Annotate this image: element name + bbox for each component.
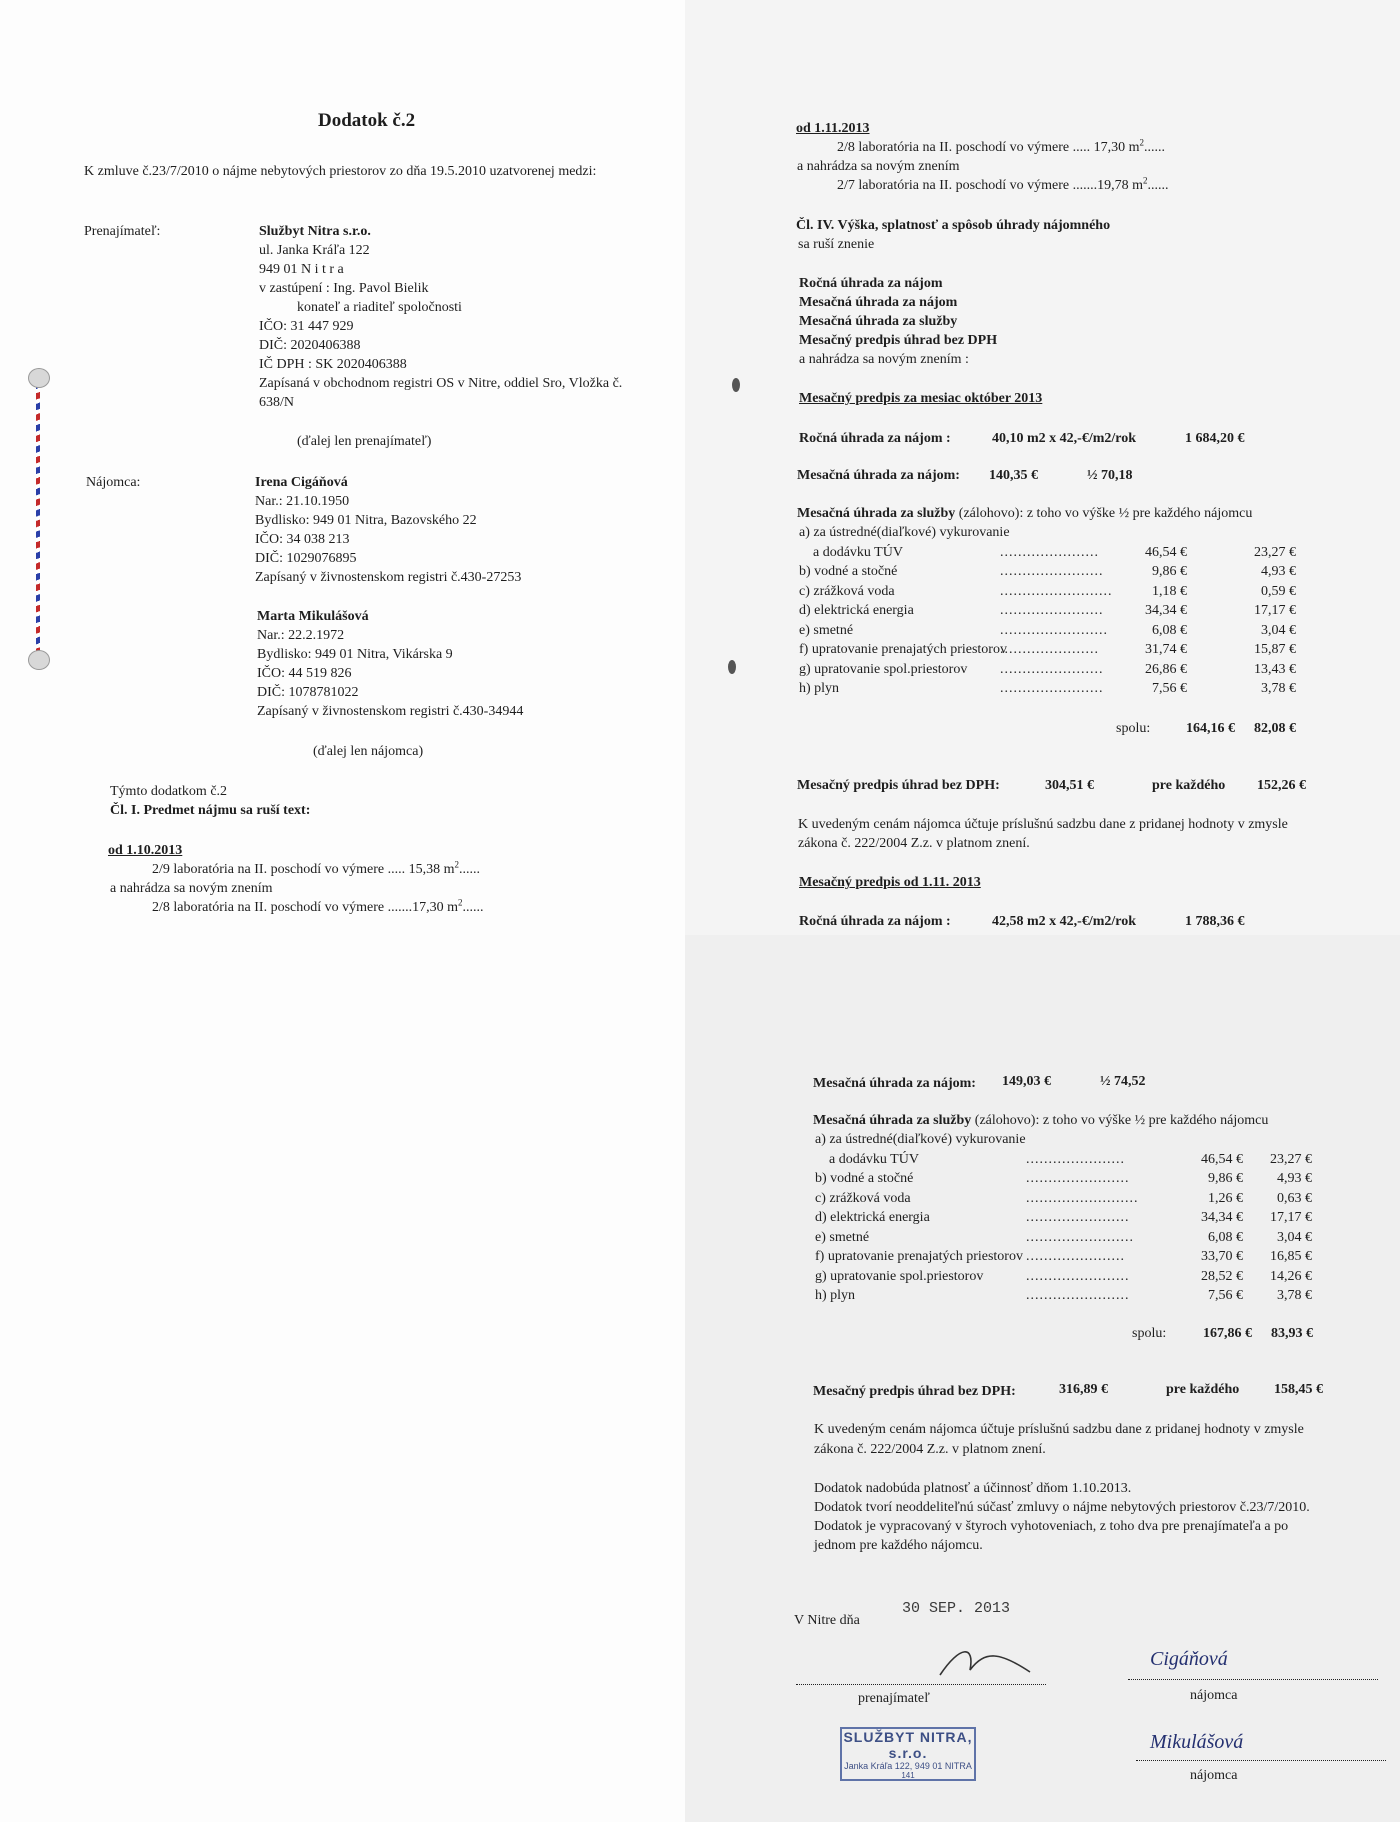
service-dots: .......................: [1026, 1268, 1130, 1284]
service-label: a dodávku TÚV: [829, 1151, 919, 1167]
service-label: c) zrážková voda: [799, 583, 895, 599]
service-half: 17,17 €: [1270, 1210, 1312, 1225]
validity-text: Dodatok je vypracovaný v štyroch vyhotoveniach, z toho dva pre prenajímateľa a po: [814, 1519, 1289, 1534]
tenant1-line: Zapísaný v živnostenskom registri č.430-27253: [255, 570, 522, 585]
landlord-signature-line: [796, 1684, 1046, 1685]
lab-new-text: 2/7 laboratória na II. poschodí vo výmere .......19,78 m: [837, 178, 1143, 193]
list-item: Mesačná úhrada za služby: [799, 314, 958, 329]
list-item: Mesačná úhrada za nájom: [799, 295, 958, 310]
landlord-line: ul. Janka Kráľa 122: [259, 243, 370, 258]
dots: ......: [458, 862, 480, 877]
punch-hole: [732, 378, 740, 392]
service-dots: .........................: [1026, 1190, 1139, 1206]
service-half: 14,26 €: [1270, 1268, 1312, 1284]
landlord-line: IČO: 31 447 929: [259, 319, 354, 334]
service-value: 46,54 €: [1201, 1151, 1243, 1167]
tenant1-line: Bydlisko: 949 01 Nitra, Bazovského 22: [255, 513, 477, 528]
monthly-label: Mesačná úhrada za nájom:: [813, 1076, 976, 1091]
service-value: 1,26 €: [1208, 1190, 1243, 1206]
tenant-signature-line: [1136, 1760, 1386, 1761]
service-value: 31,74 €: [1145, 642, 1187, 657]
list-item: Mesačný predpis úhrad bez DPH: [799, 333, 998, 348]
service-label: a) za ústredné(diaľkové) vykurovanie: [799, 525, 1010, 540]
october-heading: Mesačný predpis za mesiac október 2013: [799, 391, 1043, 406]
service-dots: .......................: [1000, 603, 1104, 618]
service-dots: ......................: [1000, 642, 1099, 657]
superscript: 2: [457, 897, 463, 908]
service-label: c) zrážková voda: [815, 1190, 911, 1206]
tenant1-line: IČO: 34 038 213: [255, 532, 350, 547]
sum-half: 82,08 €: [1254, 721, 1296, 736]
tenant-label: Nájomca:: [86, 475, 141, 490]
service-label: d) elektrická energia: [799, 603, 914, 618]
service-label: a) za ústredné(diaľkové) vykurovanie: [815, 1132, 1026, 1147]
service-dots: .......................: [1000, 661, 1104, 677]
landlord-signature: [930, 1640, 1040, 1685]
no-vat-label: Mesačný predpis úhrad bez DPH:: [813, 1384, 1016, 1399]
landlord-line: Službyt Nitra s.r.o.: [259, 224, 371, 239]
monthly-label: Mesačná úhrada za nájom:: [797, 468, 960, 483]
service-half: 17,17 €: [1254, 603, 1296, 618]
services-heading: [813, 1112, 1268, 1130]
service-label: f) upratovanie prenajatých priestorov: [815, 1249, 1023, 1264]
service-value: 6,08 €: [1208, 1229, 1243, 1245]
service-value: 9,86 €: [1152, 564, 1187, 579]
annual-total: 1 684,20 €: [1185, 431, 1245, 446]
service-dots: .........................: [1000, 583, 1113, 599]
tenant-signature: Mikulášová: [1150, 1731, 1244, 1753]
lab-new-text: 2/8 laboratória na II. poschodí vo výmere .......17,30 m: [152, 900, 458, 915]
service-label: h) plyn: [799, 681, 840, 696]
service-half: 3,04 €: [1277, 1229, 1312, 1245]
service-half: 3,78 €: [1261, 681, 1296, 696]
sum-value: 167,86 €: [1203, 1326, 1252, 1341]
sum-half: 83,93 €: [1271, 1326, 1313, 1341]
service-dots: ........................: [1026, 1229, 1134, 1245]
landlord-line: 949 01 N i t r a: [259, 262, 344, 277]
article-4-heading: Čl. IV. Výška, splatnosť a spôsob úhrady nájomného: [796, 218, 1111, 233]
service-label: e) smetné: [815, 1229, 870, 1245]
service-dots: ......................: [1026, 1249, 1125, 1264]
annual-calc: 40,10 m2 x 42,-€/m2/rok: [992, 431, 1137, 446]
tenant1-line: DIČ: 1029076895: [255, 551, 357, 566]
service-label: h) plyn: [815, 1288, 856, 1303]
landlord-alias: (ďalej len prenajímateľ): [297, 434, 432, 449]
service-label: b) vodné a stočné: [799, 564, 898, 579]
landlord-signature-label: prenajímateľ: [858, 1691, 930, 1706]
dots: ......: [462, 900, 484, 915]
monthly-half: ½ 70,18: [1087, 468, 1133, 483]
service-value: 26,86 €: [1145, 661, 1187, 677]
service-value: 34,34 €: [1201, 1210, 1243, 1225]
service-dots: .......................: [1000, 564, 1104, 579]
tenant1-line: Nar.: 21.10.1950: [255, 494, 350, 509]
service-dots: ......................: [1000, 544, 1099, 560]
lab-old-text: 2/8 laboratória na II. poschodí vo výmere ..... 17,30 m: [837, 140, 1140, 155]
service-value: 1,18 €: [1152, 583, 1187, 599]
company-stamp: [840, 1727, 976, 1781]
stamp-line: Janka Kráľa 122, 949 01 NITRA: [844, 1761, 972, 1771]
addendum-line: Týmto dodatkom č.2: [110, 784, 228, 799]
landlord-line: IČ DPH : SK 2020406388: [259, 357, 407, 372]
replace-line: a nahrádza sa novým znením: [110, 881, 273, 896]
service-half: 23,27 €: [1254, 544, 1296, 560]
right-bottom-page: [685, 935, 1400, 1822]
service-half: 3,04 €: [1261, 622, 1296, 638]
landlord-line: v zastúpení : Ing. Pavol Bielik: [259, 281, 429, 296]
service-value: 46,54 €: [1145, 544, 1187, 560]
service-dots: .......................: [1026, 1210, 1130, 1225]
service-label: b) vodné a stočné: [815, 1171, 914, 1186]
service-dots: .......................: [1026, 1288, 1130, 1303]
vat-note: K uvedeným cenám nájomca účtuje príslušnú sadzbu dane z pridanej hodnoty v zmysle: [798, 817, 1288, 832]
date-heading: od 1.11.2013: [796, 121, 870, 136]
landlord-line: DIČ: 2020406388: [259, 338, 361, 353]
service-half: 4,93 €: [1261, 564, 1296, 579]
service-value: 7,56 €: [1208, 1288, 1243, 1303]
tenant-signature-label: nájomca: [1190, 1768, 1238, 1783]
intro-text: K zmluve č.23/7/2010 o nájme nebytových priestorov zo dňa 19.5.2010 uzatvorenej medzi:: [84, 164, 597, 179]
vat-note: K uvedeným cenám nájomca účtuje príslušnú sadzbu dane z pridanej hodnoty v zmysle: [814, 1422, 1304, 1437]
dots: ......: [1147, 178, 1169, 193]
tenant1-line: Irena Cigáňová: [255, 475, 348, 490]
service-half: 0,59 €: [1261, 583, 1296, 599]
cancels-text: sa ruší znenie: [798, 237, 875, 252]
date-stamp: 30 SEP. 2013: [902, 1600, 1011, 1617]
no-vat-value: 304,51 €: [1045, 778, 1094, 793]
services-label: Mesačná úhrada za služby: [797, 506, 956, 521]
lab-new-line: [837, 177, 1168, 195]
sum-label: spolu:: [1116, 721, 1151, 736]
service-value: 6,08 €: [1152, 622, 1187, 638]
annual-total: 1 788,36 €: [1185, 914, 1245, 929]
lab-old-line: [837, 139, 1165, 157]
tenant2-line: DIČ: 1078781022: [257, 685, 359, 700]
service-half: 15,87 €: [1254, 642, 1296, 657]
annual-label: Ročná úhrada za nájom :: [799, 431, 951, 446]
service-label: a dodávku TÚV: [813, 544, 903, 560]
lab-old-line: [152, 861, 480, 879]
annual-label: Ročná úhrada za nájom :: [799, 914, 951, 929]
landlord-line: Zapísaná v obchodnom registri OS v Nitre, oddiel Sro, Vložka č.: [259, 376, 623, 391]
document-title: Dodatok č.2: [318, 110, 416, 131]
landlord-label: Prenajímateľ:: [84, 224, 161, 239]
service-dots: ........................: [1000, 622, 1108, 638]
monthly-half: ½ 74,52: [1100, 1074, 1146, 1089]
lab-new-line: [152, 899, 483, 917]
punch-hole: [728, 660, 736, 674]
service-dots: .......................: [1026, 1171, 1130, 1186]
tenant-alias: (ďalej len nájomca): [313, 744, 424, 759]
annual-calc: 42,58 m2 x 42,-€/m2/rok: [992, 914, 1137, 929]
service-half: 0,63 €: [1277, 1190, 1312, 1206]
service-half: 13,43 €: [1254, 661, 1296, 677]
stamp-line: SLUŽBYT NITRA, s.r.o.: [843, 1729, 973, 1761]
replace-line: a nahrádza sa novým znením :: [799, 352, 969, 367]
each-value: 158,45 €: [1274, 1382, 1323, 1397]
tenant-signature-label: nájomca: [1190, 1688, 1238, 1703]
monthly-value: 140,35 €: [989, 468, 1038, 483]
service-label: e) smetné: [799, 622, 854, 638]
service-label: g) upratovanie spol.priestorov: [799, 661, 968, 677]
no-vat-value: 316,89 €: [1059, 1382, 1108, 1397]
sum-label: spolu:: [1132, 1326, 1167, 1341]
each-label: pre každého: [1166, 1382, 1240, 1397]
november-heading: Mesačný predpis od 1.11. 2013: [799, 875, 981, 890]
services-heading: [797, 505, 1252, 523]
tenant2-line: Marta Mikulášová: [257, 609, 369, 624]
service-label: d) elektrická energia: [815, 1210, 930, 1225]
vat-note: zákona č. 222/2004 Z.z. v platnom znení.: [798, 836, 1030, 851]
vat-note: zákona č. 222/2004 Z.z. v platnom znení.: [814, 1442, 1046, 1457]
landlord-line: konateľ a riaditeľ spoločnosti: [297, 300, 462, 315]
cord-cap-bottom: [28, 650, 50, 670]
article-1-heading: Čl. I. Predmet nájmu sa ruší text:: [110, 803, 311, 818]
tenant2-line: Nar.: 22.2.1972: [257, 628, 345, 643]
place-date-label: V Nitre dňa: [794, 1613, 860, 1628]
each-label: pre každého: [1152, 778, 1226, 793]
each-value: 152,26 €: [1257, 778, 1306, 793]
tenant2-line: IČO: 44 519 826: [257, 666, 352, 681]
landlord-line: 638/N: [259, 395, 294, 410]
services-note: (zálohovo): z toho vo výške ½ pre každého nájomcu: [955, 506, 1253, 521]
superscript: 2: [1139, 137, 1144, 148]
service-half: 23,27 €: [1270, 1151, 1312, 1167]
service-half: 4,93 €: [1277, 1171, 1312, 1186]
service-value: 34,34 €: [1145, 603, 1187, 618]
cord-cap-top: [28, 368, 50, 388]
superscript: 2: [1142, 175, 1148, 186]
service-value: 33,70 €: [1201, 1249, 1243, 1264]
binding-cord: [36, 372, 40, 662]
date-heading: od 1.10.2013: [108, 843, 183, 858]
service-dots: .......................: [1000, 681, 1104, 696]
service-label: f) upratovanie prenajatých priestorov: [799, 642, 1007, 657]
service-value: 7,56 €: [1152, 681, 1187, 696]
service-half: 16,85 €: [1270, 1249, 1312, 1264]
stamp-line: 141: [901, 1771, 915, 1780]
monthly-value: 149,03 €: [1002, 1074, 1051, 1089]
service-value: 28,52 €: [1201, 1268, 1243, 1284]
tenant-signature-line: [1128, 1679, 1378, 1680]
sum-value: 164,16 €: [1186, 721, 1235, 736]
replace-line: a nahrádza sa novým znením: [797, 159, 960, 174]
service-value: 9,86 €: [1208, 1171, 1243, 1186]
service-half: 3,78 €: [1277, 1288, 1312, 1303]
dots: ......: [1143, 140, 1165, 155]
validity-text: Dodatok nadobúda platnosť a účinnosť dňom 1.10.2013.: [814, 1481, 1132, 1496]
list-item: Ročná úhrada za nájom: [799, 276, 943, 291]
tenant2-line: Zapísaný v živnostenskom registri č.430-34944: [257, 704, 524, 719]
no-vat-label: Mesačný predpis úhrad bez DPH:: [797, 778, 1000, 793]
service-label: g) upratovanie spol.priestorov: [815, 1268, 984, 1284]
validity-text: Dodatok tvorí neoddeliteľnú súčasť zmluvy o nájme nebytových priestorov č.23/7/2010.: [814, 1500, 1310, 1515]
lab-old-text: 2/9 laboratória na II. poschodí vo výmere ..... 15,38 m: [152, 862, 455, 877]
tenant-signature: Cigáňová: [1150, 1648, 1228, 1670]
service-dots: ......................: [1026, 1151, 1125, 1167]
services-note: (zálohovo): z toho vo výške ½ pre každého nájomcu: [971, 1113, 1269, 1128]
validity-text: jednom pre každého nájomcu.: [814, 1538, 983, 1553]
tenant2-line: Bydlisko: 949 01 Nitra, Vikárska 9: [257, 647, 453, 662]
services-label: Mesačná úhrada za služby: [813, 1113, 972, 1128]
superscript: 2: [454, 859, 459, 870]
